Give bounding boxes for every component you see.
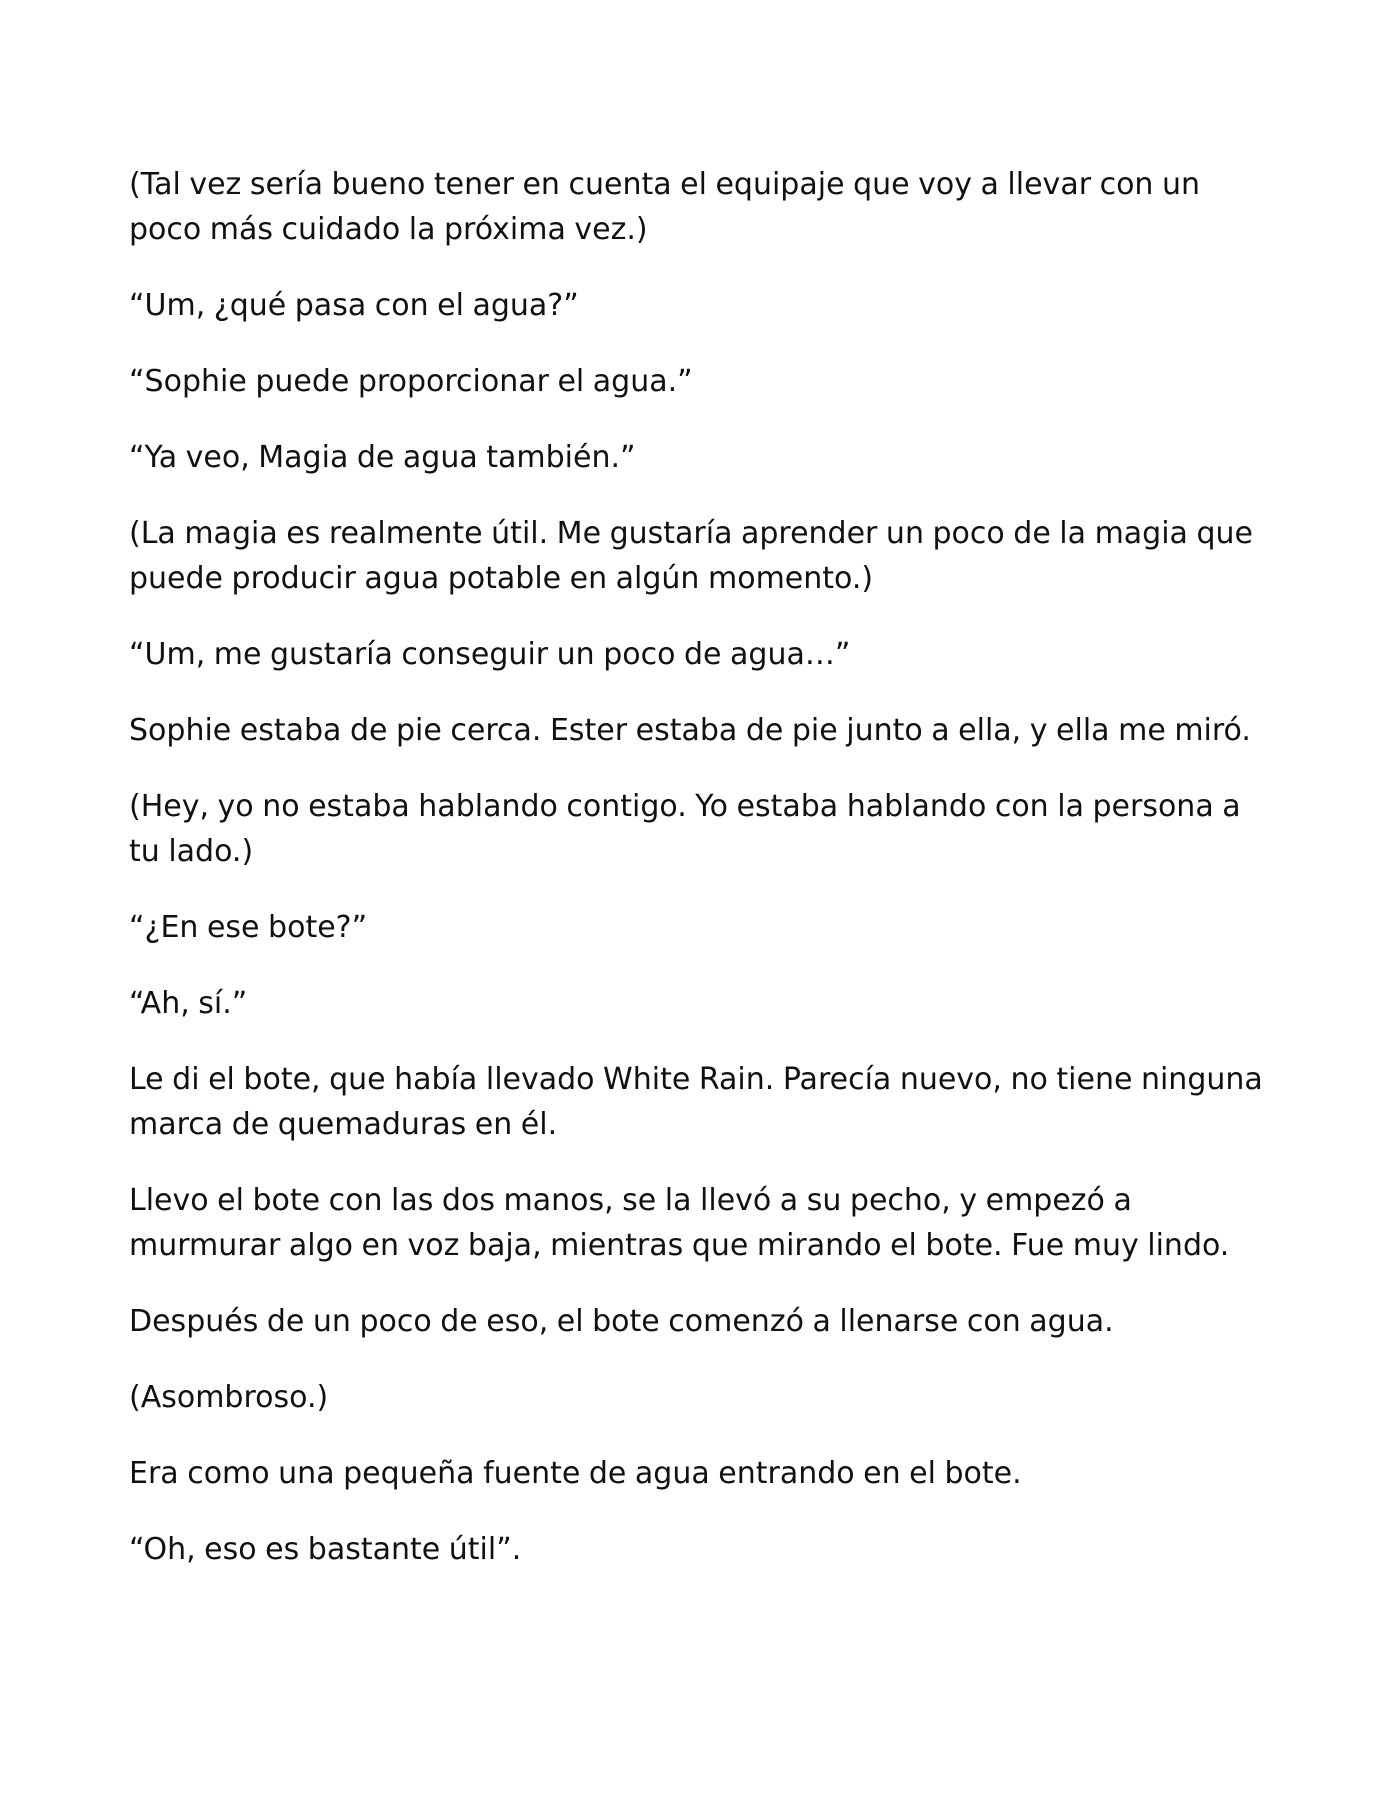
paragraph: (Tal vez sería bueno tener en cuenta el equipaje que voy a llevar con un poco más cuidado la próxima vez.) (129, 167, 1200, 247)
paragraph: (Asombroso.) (129, 1380, 329, 1415)
paragraph: “Ya veo, Magia de agua también.” (129, 440, 636, 475)
paragraph: “¿En ese bote?” (129, 910, 368, 945)
paragraph: Después de un poco de eso, el bote comenzó a llenarse con agua. (129, 1304, 1114, 1339)
paragraph: “Um, me gustaría conseguir un poco de agua…” (129, 637, 851, 672)
paragraph: “Oh, eso es bastante útil”. (129, 1532, 522, 1567)
paragraph: (Hey, yo no estaba hablando contigo. Yo estaba hablando con la persona a tu lado.) (129, 789, 1241, 869)
paragraph: “Sophie puede proporcionar el agua.” (129, 364, 693, 399)
paragraph: Llevo el bote con las dos manos, se la llevó a su pecho, y empezó a murmurar algo en voz baja, mientras que mirando el bote. Fue muy lindo. (129, 1183, 1230, 1263)
paragraph: Le di el bote, que había llevado White Rain. Parecía nuevo, no tiene ninguna marca de quemaduras en él. (129, 1062, 1263, 1142)
paragraph: Sophie estaba de pie cerca. Ester estaba de pie junto a ella, y ella me miró. (129, 713, 1251, 748)
paragraph: (La magia es realmente útil. Me gustaría aprender un poco de la magia que puede producir agua potable en algún momento.) (129, 516, 1253, 596)
paragraph: Era como una pequeña fuente de agua entrando en el bote. (129, 1456, 1022, 1491)
paragraph: “Ah, sí.” (129, 986, 248, 1021)
document-body (129, 162, 1271, 1603)
paragraph: “Um, ¿qué pasa con el agua?” (129, 288, 579, 323)
